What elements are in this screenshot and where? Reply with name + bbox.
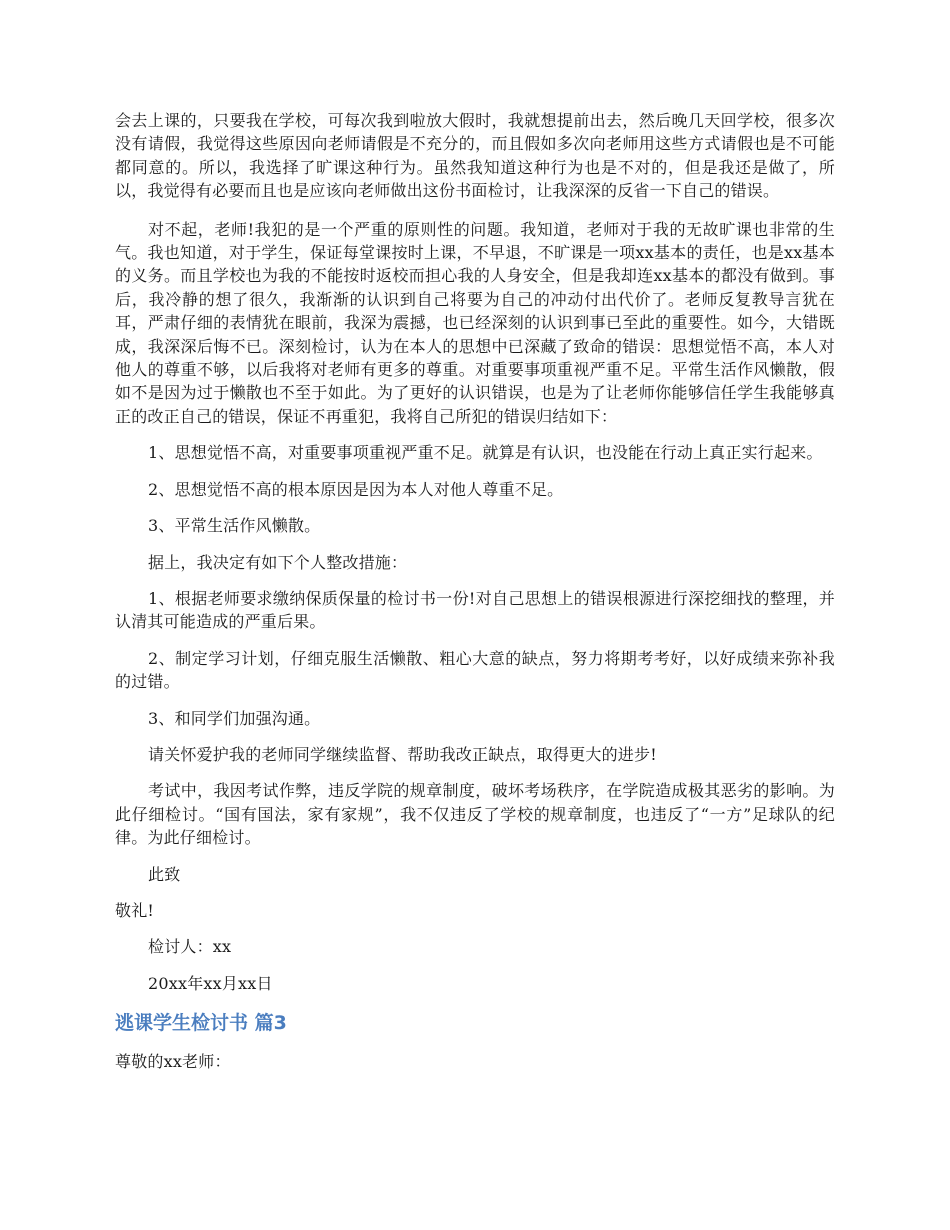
paragraph: 对不起，老师!我犯的是一个严重的原则性的问题。我知道，老师对于我的无故旷课也非常的生气。我也知道，对于学生，保证每堂课按时上课，不早退，不旷课是一项xx基本的责任，也是xx基本的义务。而且学校也为我的不能按时返校而担心我的人身安全，但是我却连xx基本的都没有做到。事后，我冷静的想了很久，我渐渐的认识到自己将要为自己的冲动付出代价了。老师反复教导言犹在耳，严肃仔细的表情犹在眼前，我深为震撼，也已经深刻的认识到事已至此的重要性。如今，大错既成，我深深后悔不已。深刻检讨，认为在本人的思想中已深藏了致命的错误：思想觉悟不高，本人对他人的尊重不够，以后我将对老师有更多的尊重。对重要事项重视严重不足。平常生活作风懒散，假如不是因为过于懒散也不至于如此。为了更好的认识错误，也是为了让老师你能够信任学生我能够真正的改正自己的错误，保证不再重犯，我将自己所犯的错误归结如下： [115,219,835,426]
paragraph: 3、和同学们加强沟通。 [148,708,321,728]
paragraph: 2、制定学习计划，仔细克服生活懒散、粗心大意的缺点，努力将期考考好，以好成绩来弥补我的过错。 [115,648,835,692]
paragraph: 2、思想觉悟不高的根本原因是因为本人对他人尊重不足。 [148,479,564,499]
paragraph: 1、根据老师要求缴纳保质保量的检讨书一份!对自己思想上的错误根源进行深挖细找的整理，并认清其可能造成的严重后果。 [115,588,835,632]
closing-salutation: 此致 [148,864,181,884]
section-heading: 逃课学生检讨书 篇3 [115,1012,287,1035]
paragraph: 会去上课的，只要我在学校，可每次我到啦放大假时，我就想提前出去，然后晚几天回学校，很多次没有请假，我觉得这些原因向老师请假是不充分的，而且假如多次向老师用这些方式请假也是不可能都同意的。所以，我选择了旷课这种行为。虽然我知道这种行为也是不对的，但是我还是做了，所以，我觉得有必要而且也是应该向老师做出这份书面检讨，让我深深的反省一下自己的错误。 [115,111,835,201]
greeting: 尊敬的xx老师： [115,1052,231,1072]
paragraph: 3、平常生活作风懒散。 [148,516,321,536]
date-line: 20xx年xx月xx日 [148,973,273,993]
paragraph: 请关怀爱护我的老师同学继续监督、帮助我改正缺点，取得更大的进步! [148,744,657,764]
paragraph: 考试中，我因考试作弊，违反学院的规章制度，破坏考场秩序，在学院造成极其恶劣的影响。为此仔细检讨。“国有国法，家有家规”，我不仅违反了学校的规章制度，也违反了“一方”足球队的纪律。为此仔细检讨。 [115,781,835,848]
closing-respect: 敬礼! [115,900,155,920]
signature-line: 检讨人：xx [148,937,232,957]
paragraph: 据上，我决定有如下个人整改措施： [148,552,408,572]
document-body [115,109,835,1074]
paragraph: 1、思想觉悟不高，对重要事项重视严重不足。就算是有认识，也没能在行动上真正实行起来。 [148,443,823,463]
